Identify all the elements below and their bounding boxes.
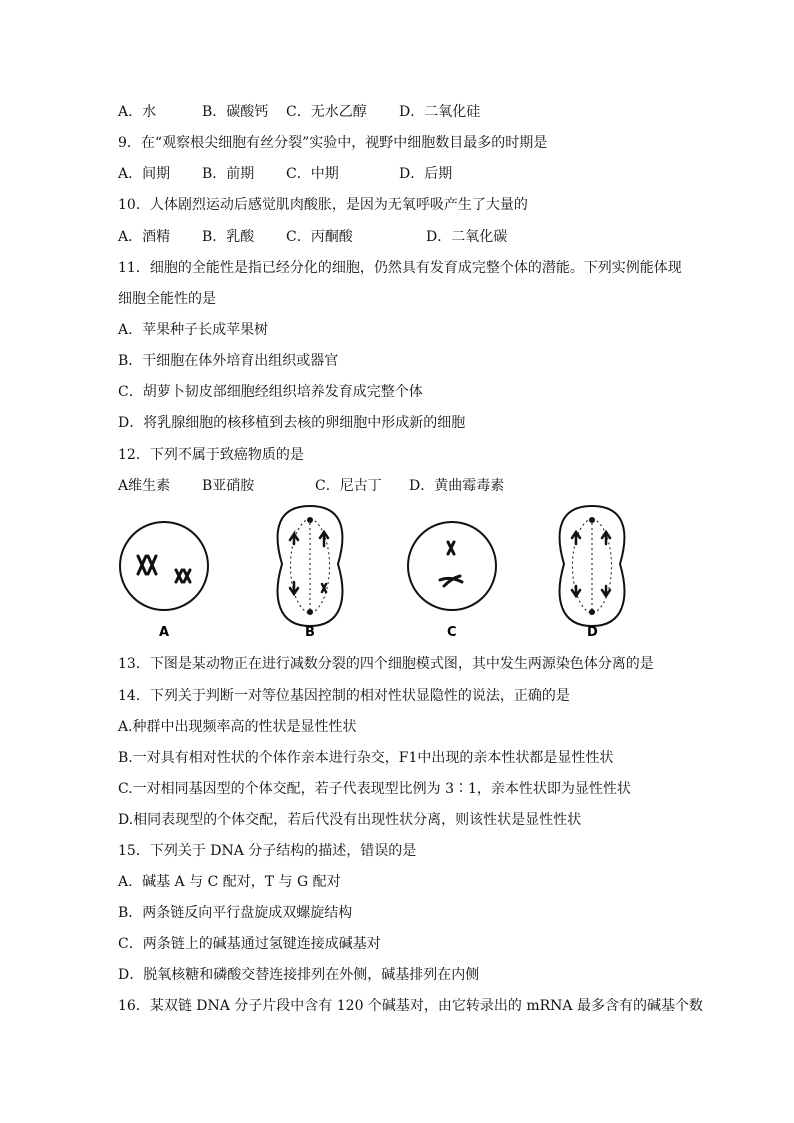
q9-option-c: C．中期 — [286, 166, 339, 182]
q11-option-a: A．苹果种子长成苹果树 — [118, 322, 269, 338]
q11-option-d: D．将乳腺细胞的核移植到去核的卵细胞中形成新的细胞 — [118, 415, 466, 431]
q10-option-d: D．二氧化碳 — [426, 229, 508, 245]
q8-option-c: C．无水乙醇 — [286, 104, 367, 120]
label-b: B — [305, 625, 315, 640]
cell-a — [120, 522, 208, 640]
q14-option-c: C.一对相同基因型的个体交配，若子代表现型比例为 3∶1，亲本性状即为显性性状 — [118, 781, 631, 797]
label-c: C — [447, 625, 457, 640]
q10-option-a: A．酒精 — [118, 229, 171, 245]
q12-option-a: A维生素 — [118, 478, 171, 494]
q12-stem: 12．下列不属于致癌物质的是 — [118, 447, 304, 463]
q11-stem-line1: 11．细胞的全能性是指已经分化的细胞，仍然具有发育成完整个体的潜能。下列实例能体现 — [118, 260, 682, 276]
q12-option-c: C．尼古丁 — [315, 478, 382, 494]
q15-option-c: C．两条链上的碱基通过氢键连接成碱基对 — [118, 936, 381, 952]
q12-option-b: B亚硝胺 — [202, 478, 255, 494]
q15-option-a: A．碱基 A 与 C 配对，T 与 G 配对 — [118, 874, 341, 890]
meiosis-figure — [112, 500, 672, 650]
label-d: D — [587, 625, 598, 640]
q9-option-a: A．间期 — [118, 166, 171, 182]
cell-d — [560, 506, 625, 640]
q9-stem: 9．在“观察根尖细胞有丝分裂”实验中，视野中细胞数目最多的时期是 — [118, 135, 548, 151]
q9-option-b: B．前期 — [202, 166, 255, 182]
label-a: A — [159, 625, 170, 640]
q11-stem-line2: 细胞全能性的是 — [118, 291, 216, 307]
q10-options — [118, 227, 507, 247]
q16-stem: 16．某双链 DNA 分子片段中含有 120 个碱基对，由它转录出的 mRNA 最多含有的碱基个数 — [118, 998, 703, 1014]
q15-stem: 15．下列关于 DNA 分子结构的描述，错误的是 — [118, 843, 417, 859]
q15-option-b: B．两条链反向平行盘旋成双螺旋结构 — [118, 905, 353, 921]
cell-c — [408, 522, 496, 640]
q8-option-d: D．二氧化硅 — [399, 104, 481, 120]
q14-option-d: D.相同表现型的个体交配，若后代没有出现性状分离，则该性状是显性性状 — [118, 812, 582, 828]
q10-option-c: C．丙酮酸 — [286, 229, 353, 245]
q9-options — [118, 164, 452, 184]
q11-option-b: B．干细胞在体外培育出组织或器官 — [118, 353, 339, 369]
q13-stem: 13．下图是某动物正在进行减数分裂的四个细胞模式图，其中发生两源染色体分离的是 — [118, 656, 654, 672]
q9-option-d: D．后期 — [399, 166, 453, 182]
q10-stem: 10．人体剧烈运动后感觉肌肉酸胀，是因为无氧呼吸产生了大量的 — [118, 197, 528, 213]
q8-option-b: B．碳酸钙 — [202, 104, 269, 120]
meiosis-figure-svg — [112, 500, 672, 650]
q12-options — [118, 476, 504, 496]
q8-options — [118, 102, 480, 122]
q8-option-a: A．水 — [118, 104, 157, 120]
q12-option-d: D．黄曲霉毒素 — [409, 478, 505, 494]
q10-option-b: B．乳酸 — [202, 229, 255, 245]
q15-option-d: D．脱氧核糖和磷酸交替连接排列在外侧，碱基排列在内侧 — [118, 967, 480, 983]
cell-b — [278, 506, 343, 640]
q14-stem: 14．下列关于判断一对等位基因控制的相对性状显隐性的说法，正确的是 — [118, 688, 570, 704]
q14-option-a: A.种群中出现频率高的性状是显性性状 — [118, 719, 357, 735]
q14-option-b: B.一对具有相对性状的个体作亲本进行杂交，F1中出现的亲本性状都是显性性状 — [118, 750, 614, 766]
q11-option-c: C．胡萝卜韧皮部细胞经组织培养发育成完整个体 — [118, 384, 423, 400]
